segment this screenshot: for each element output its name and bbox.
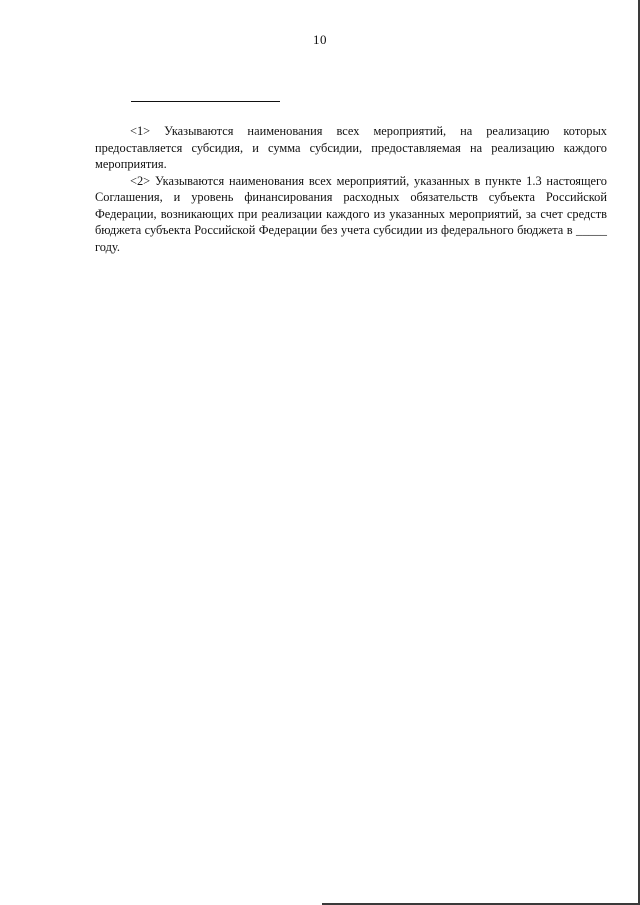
page-number: 10: [313, 32, 327, 47]
footnote-2: <2> Указываются наименования всех мероприятий, указанных в пункте 1.3 настоящего Соглашения, и уровень финансирования расходных обязательств субъекта Российской Федерации, возникающих при реализации каждого из указанных мероприятий, за счет средств бюджета субъекта Российской Федерации без учета субсидии из федерального бюджета в _____ году.: [95, 173, 607, 254]
footnote-1: <1> Указываются наименования всех мероприятий, на реализацию которых предоставляется субсидия, и сумма субсидии, предоставляемая на реализацию каждого мероприятия.: [95, 124, 607, 171]
footnote-separator: [131, 101, 280, 102]
footnotes-section: [95, 123, 607, 255]
